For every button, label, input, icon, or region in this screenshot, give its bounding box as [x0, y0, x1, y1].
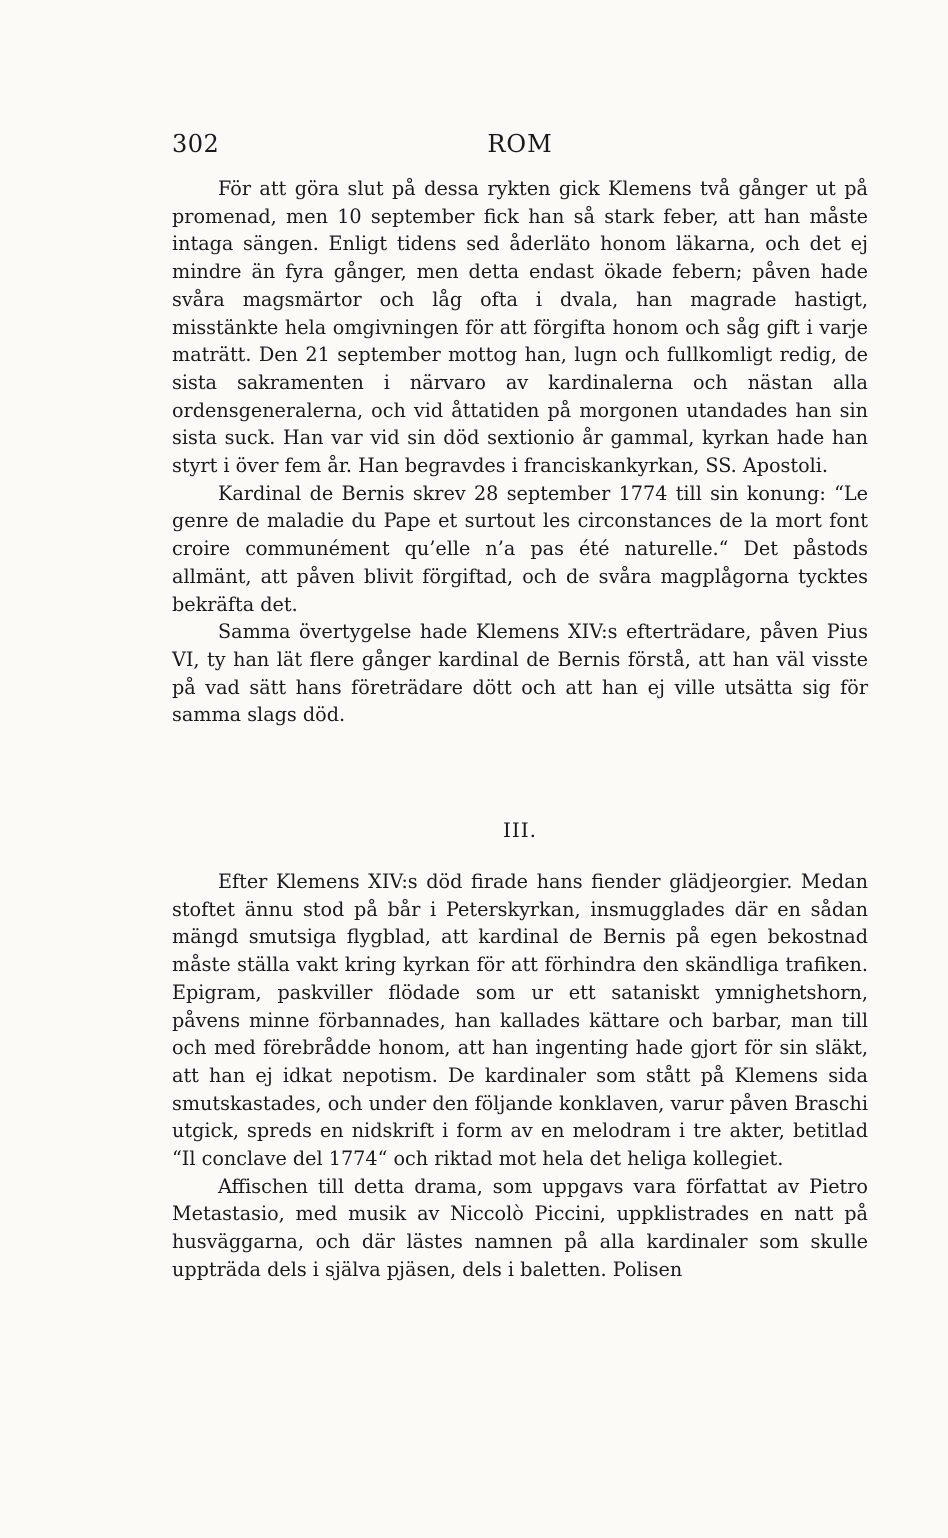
section-heading: III. — [502, 818, 538, 842]
paragraph: Kardinal de Bernis skrev 28 september 1774 till sin konung: “Le genre de maladie du Pape et surtout les circonstances de la mort font croire communément qu’elle n’a pas été naturelle.“ Det påstods allmänt, att påven blivit förgiftad, och de svåra magplågorna tycktes bekräfta det. — [172, 481, 868, 616]
paragraph: För att göra slut på dessa rykten gick Klemens två gånger ut på promenad, men 10 september fick han så stark feber, att han måste intaga sängen. Enligt tidens sed åderläto honom läkarna, och det ej mindre än fyra gånger, men detta endast ökade febern; påven hade svåra magsmärtor och låg ofta i dvala, han magrade hastigt, misstänkte hela omgivningen för att förgifta honom och såg gift i varje maträtt. Den 21 september mottog han, lugn och fullkomligt redig, de sista sakramenten i närvaro av kardinalerna och nästan alla ordensgeneralerna, och vid åttatiden på morgonen utandades han sin sista suck. Han var vid sin död sextionio år gammal, kyrkan hade han styrt i över fem år. Han begravdes i franciskankyrkan, SS. Apostoli. — [172, 177, 868, 478]
paragraph: Samma övertygelse hade Klemens XIV:s efterträdare, påven Pius VI, ty han lät flere gånger kardinal de Bernis förstå, att han väl visste på vad sätt hans företrädare dött och att han ej ville utsätta sig för samma slags död. — [172, 620, 868, 727]
text-block-section-iii — [172, 868, 868, 1284]
running-title: ROM — [487, 130, 553, 158]
page-number: 302 — [172, 130, 220, 158]
paragraph: Efter Klemens XIV:s död firade hans fiender glädjeorgier. Medan stoftet ännu stod på bår i Peterskyrkan, insmugglades där en sådan mängd smutsiga flygblad, att kardinal de Bernis på egen bekostnad måste ställa vakt kring kyrkan för att förhindra den skändliga trafiken. Epigram, paskviller flödade som ur ett sataniskt ymnighetshorn, påvens minne förbannades, han kallades kättare och barbar, man till och med förebrådde honom, att han ingenting hade gjort för sin släkt, att han ej idkat nepotism. De kardinaler som stått på Klemens sida smutskastades, och under den följande konklaven, varur påven Braschi utgick, spreds en nidskrift i form av en melodram i tre akter, betitlad “Il conclave del 1774“ och riktad mot hela det heliga kollegiet. — [172, 870, 868, 1171]
text-block-section-ii — [172, 175, 868, 729]
paragraph: Affischen till detta drama, som uppgavs vara författat av Pietro Metastasio, med musik av Niccolò Piccini, uppklistrades en natt på husväggarna, och där lästes namnen på alla kardinaler som skulle uppträda dels i själva pjäsen, dels i baletten. Polisen — [172, 1174, 868, 1281]
page-header — [172, 130, 868, 164]
